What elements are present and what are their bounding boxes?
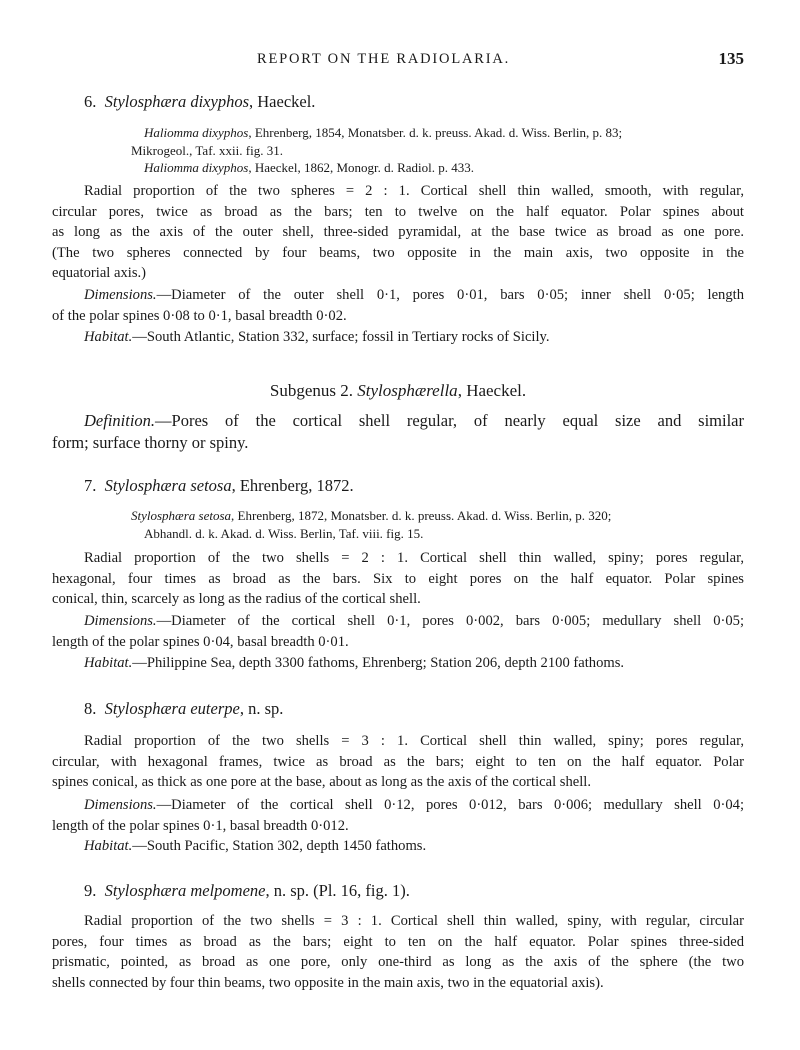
species-name: Stylosphæra euterpe [104, 699, 240, 718]
synonym-citation: , Ehrenberg, 1854, Monatsber. d. k. preuss. Akad. d. Wiss. Berlin, p. 83; [248, 125, 623, 140]
text-line: pores, four times as broad as the bars; eight to ten on the half equator. Polar spines three-sided [52, 933, 744, 950]
text-line: form; surface thorny or spiny. [52, 433, 249, 452]
dimensions-6 [52, 285, 744, 326]
text-line: hexagonal, four times as broad as the bars. Six to eight pores on the half equator. Polar spines [52, 570, 744, 587]
habitat-8 [52, 836, 744, 857]
text-line [52, 836, 744, 857]
species-heading-8 [84, 699, 283, 719]
synonymy-6 [131, 124, 744, 177]
habitat-label: Habitat. [84, 838, 133, 854]
text-line: length of the polar spines 0·04, basal breadth 0·01. [52, 633, 349, 650]
synonym-ref-cont: Mikrogeol., Taf. xxii. fig. 31. [131, 142, 283, 158]
species-heading-7 [84, 476, 354, 496]
species-heading-6 [84, 92, 315, 112]
subgenus-heading [52, 381, 744, 401]
running-header [52, 51, 744, 71]
species-number: 7. [84, 476, 97, 495]
description-7 [52, 548, 744, 610]
habitat-text: —Philippine Sea, depth 3300 fathoms, Ehrenberg; Station 206, depth 2100 fathoms. [132, 655, 625, 671]
text-line: Radial proportion of the two spheres = 2 : 1. Cortical shell thin walled, smooth, with regular, [84, 183, 744, 199]
synonym-name: Stylosphæra setosa [131, 508, 232, 523]
text-line: of the polar spines 0·08 to 0·1, basal breadth 0·02. [52, 307, 347, 324]
habitat-label: Habitat. [84, 329, 133, 345]
species-number: 9. [84, 881, 97, 900]
species-authority: , n. sp. (Pl. 16, fig. 1). [265, 881, 410, 900]
text-line [52, 410, 744, 432]
text-line: Radial proportion of the two shells = 3 : 1. Cortical shell thin walled, spiny; pores regular, [84, 733, 744, 749]
subgenus-authority: , Haeckel. [457, 381, 527, 400]
text-line: as long as the axis of the outer shell, three-sided pyramidal, at the base twice as broad as one pore. [52, 224, 744, 240]
subgenus-name: Stylosphærella [357, 381, 458, 400]
species-name: Stylosphæra setosa [104, 476, 232, 495]
habitat-label: Habitat. [84, 655, 133, 671]
text-line [52, 285, 744, 306]
species-authority: , n. sp. [239, 699, 284, 718]
species-name: Stylosphæra melpomene [104, 881, 266, 900]
synonymy-7 [131, 507, 744, 542]
species-authority: , Ehrenberg, 1872. [231, 476, 354, 495]
species-number: 6. [84, 92, 97, 111]
text-line: Radial proportion of the two shells = 3 : 1. Cortical shell thin walled, spiny, with regular, circular [84, 913, 744, 929]
habitat-6 [52, 327, 744, 348]
habitat-text: —South Atlantic, Station 332, surface; fossil in Tertiary rocks of Sicily. [132, 329, 550, 345]
species-authority: , Haeckel. [249, 92, 316, 111]
text-line: (The two spheres connected by four beams, two opposite in the main axis, two opposite in the [52, 244, 744, 261]
text-line: conical, thin, scarcely as long as the radius of the cortical shell. [52, 591, 421, 607]
synonym-ref [144, 159, 744, 177]
synonym-citation: , Haeckel, 1862, Monogr. d. Radiol. p. 433. [248, 160, 475, 175]
text-line: shells connected by four thin beams, two opposite in the main axis, two in the equatorial axis). [52, 974, 604, 991]
habitat-7 [52, 653, 744, 674]
definition-text: —Pores of the cortical shell regular, of nearly equal size and similar [155, 411, 744, 430]
synonym-citation: , Ehrenberg, 1872, Monatsber. d. k. preuss. Akad. d. Wiss. Berlin, p. 320; [231, 508, 612, 523]
text-line: equatorial axis.) [52, 265, 147, 281]
definition-label: Definition. [84, 411, 156, 430]
description-9 [52, 911, 744, 993]
dimensions-text: —Diameter of the outer shell 0·1, pores 0·01, bars 0·05; inner shell 0·05; length [156, 287, 744, 303]
synonym-ref [144, 124, 744, 142]
text-line: circular pores, twice as broad as the bars; ten to twelve on the half equator. Polar spines about [52, 203, 744, 220]
text-line: Radial proportion of the two shells = 2 : 1. Cortical shell thin walled, spiny; pores regular, [84, 550, 744, 566]
dimensions-label: Dimensions. [84, 287, 157, 303]
dimensions-7 [52, 611, 744, 652]
text-line: length of the polar spines 0·1, basal breadth 0·012. [52, 817, 349, 834]
text-line: circular, with hexagonal frames, twice as broad as the bars; eight to ten on the half equator. Polar [52, 753, 744, 770]
page-number: 135 [718, 49, 744, 68]
subgenus-definition [52, 410, 744, 454]
dimensions-text: —Diameter of the cortical shell 0·12, pores 0·012, bars 0·006; medullary shell 0·04; [156, 797, 744, 813]
synonym-name: Haliomma dixyphos [144, 125, 249, 140]
text-line: prismatic, pointed, as broad as one pore, only one-third as long as the axis of the sphere (the two [52, 954, 744, 970]
text-line [52, 327, 744, 348]
text-line [52, 795, 744, 816]
subgenus-prefix: Subgenus 2. [269, 381, 358, 400]
synonym-name: Haliomma dixyphos [144, 160, 249, 175]
description-8 [52, 731, 744, 793]
synonym-ref [131, 507, 744, 525]
dimensions-8 [52, 795, 744, 836]
species-name: Stylosphæra dixyphos [104, 92, 249, 111]
habitat-text: —South Pacific, Station 302, depth 1450 fathoms. [132, 838, 427, 854]
dimensions-text: —Diameter of the cortical shell 0·1, pores 0·002, bars 0·005; medullary shell 0·05; [156, 613, 744, 629]
description-6 [52, 181, 744, 284]
species-heading-9 [84, 881, 410, 901]
synonym-ref-cont: Abhandl. d. k. Akad. d. Wiss. Berlin, Taf. viii. fig. 15. [144, 525, 424, 541]
dimensions-label: Dimensions. [84, 797, 157, 813]
running-title: REPORT ON THE RADIOLARIA. [257, 51, 511, 67]
species-number: 8. [84, 699, 97, 718]
dimensions-label: Dimensions. [84, 613, 157, 629]
text-line [52, 653, 744, 674]
text-line: spines conical, as thick as one pore at the base, about as long as the axis of the cortical shell. [52, 774, 591, 790]
text-line [52, 611, 744, 632]
